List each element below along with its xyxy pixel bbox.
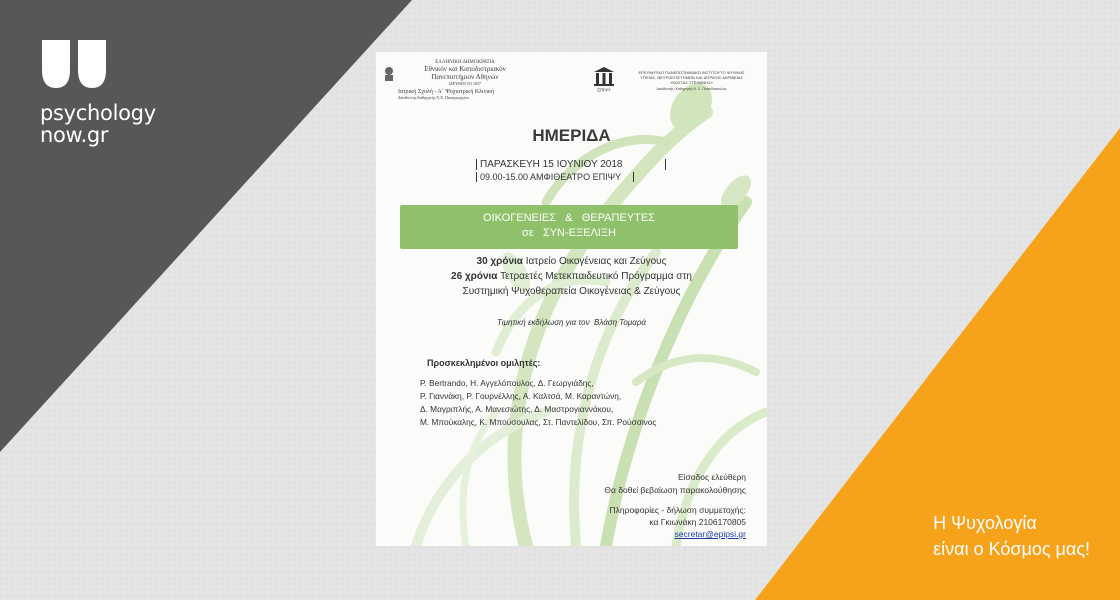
epipsi-temple-icon [593,66,615,92]
university-header: ΕΛΛΗΝΙΚΗ ΔΗΜΟΚΡΑΤΙΑ Εθνικόν και Καποδιστριακόν Πανεπιστήμιον Αθηνών ΙΔΡΥΘΕΝ ΤΟ 1837 Ιατρική Σχολή - Α΄ Ψυχιατρική Κλινική Διευθυντής Καθηγητής Χ.Χ. Παπαγεωργίου [382,60,532,100]
speakers-heading: Προσκεκλημένοι ομιλητές: [427,358,541,368]
theme-line1: ΟΙΚΟΓΕΝΕΙΕΣ & ΘΕΡΑΠΕΥΤΕΣ [483,212,655,224]
honor-note: Τιμητική εκδήλωση για τον Βλάση Τομαρά [497,318,646,327]
speakers-list [420,377,760,429]
list-item: Ρ. Γιαννάκη, Ρ. Γουρνέλλης, Α. Καλτσά, Μ. Καραντώνη, [420,391,622,401]
svg-text:ΕΠΙΨΥ: ΕΠΙΨΥ [597,87,611,92]
event-date-time [476,159,666,182]
list-item: P. Bertrando, Η. Αγγελόπουλος, Δ. Γεωργιάδης, [420,378,594,388]
event-date: ΠΑΡΑΣΚΕΥΗ 15 ΙΟΥΝΙΟΥ 2018 [476,159,666,170]
contact-info: Πληροφορίες - δήλωση συμμετοχής: κα Γκιωνάκη 2106170805 secretar@epipsi.gr [609,505,746,539]
event-time-place: 09.00-15.00 ΑΜΦΙΘΕΑΤΡΟ ΕΠΙΨΥ [476,172,634,182]
list-item: Μ. Μπούκαλης, Κ. Μπούσουλας, Στ. Παντελίδου, Σπ. Ρούσσινος [420,417,657,427]
email-link[interactable]: secretar@epipsi.gr [674,529,746,539]
event-poster [376,52,767,546]
theme-banner [400,205,738,249]
entry-info: Είσοδος ελεύθερη Θα δοθεί βεβαίωση παρακολούθησης [604,472,746,495]
tagline [933,510,1090,562]
event-title: ΗΜΕΡΙΔΑ [532,126,611,145]
psychologynow-logo-icon [40,40,110,92]
theme-line2: σε ΣΥΝ-ΕΞΕΛΙΞΗ [522,227,616,239]
list-item: Δ. Μαγριπλής, Α. Μανεσιώτης, Δ. Μαστρογιαννάκου, [420,404,614,414]
brand-name: psychology now.gr [40,101,156,147]
institute-header: ΕΡΕΥΝΗΤΙΚΟ ΠΑΝΕΠΙΣΤΗΜΙΑΚΟ ΙΝΣΤΙΤΟΥΤΟ ΨΥΧΙΚΗΣ ΥΓΙΕΙΑΣ, ΝΕΥΡΟΕΠΙΣΤΗΜΩΝ ΚΑΙ ΙΑΤΡΙΚΗΣ ΑΚΡΙΒΕΙΑΣ «ΚΩΣΤΑΣ ΣΤΕΦΑΝΗΣ» Διευθυντής: Καθηγητής Ν. Σ. Παπαδόπουλος [638,70,745,91]
site-brand[interactable] [40,40,156,147]
tagline-line1: Η Ψυχολογία [933,513,1037,533]
tagline-line2: είναι ο Κόσμος μας! [933,539,1090,559]
program-description: 30 χρόνια Ιατρείο Οικογένειας και Ζεύγους 26 χρόνια Τετραετές Μετεκπαιδευτικό Πρόγραμμα στη Συστημική Ψυχοθεραπεία Οικογένειας & Ζεύγους [451,256,692,297]
athena-crest-icon [382,66,396,82]
